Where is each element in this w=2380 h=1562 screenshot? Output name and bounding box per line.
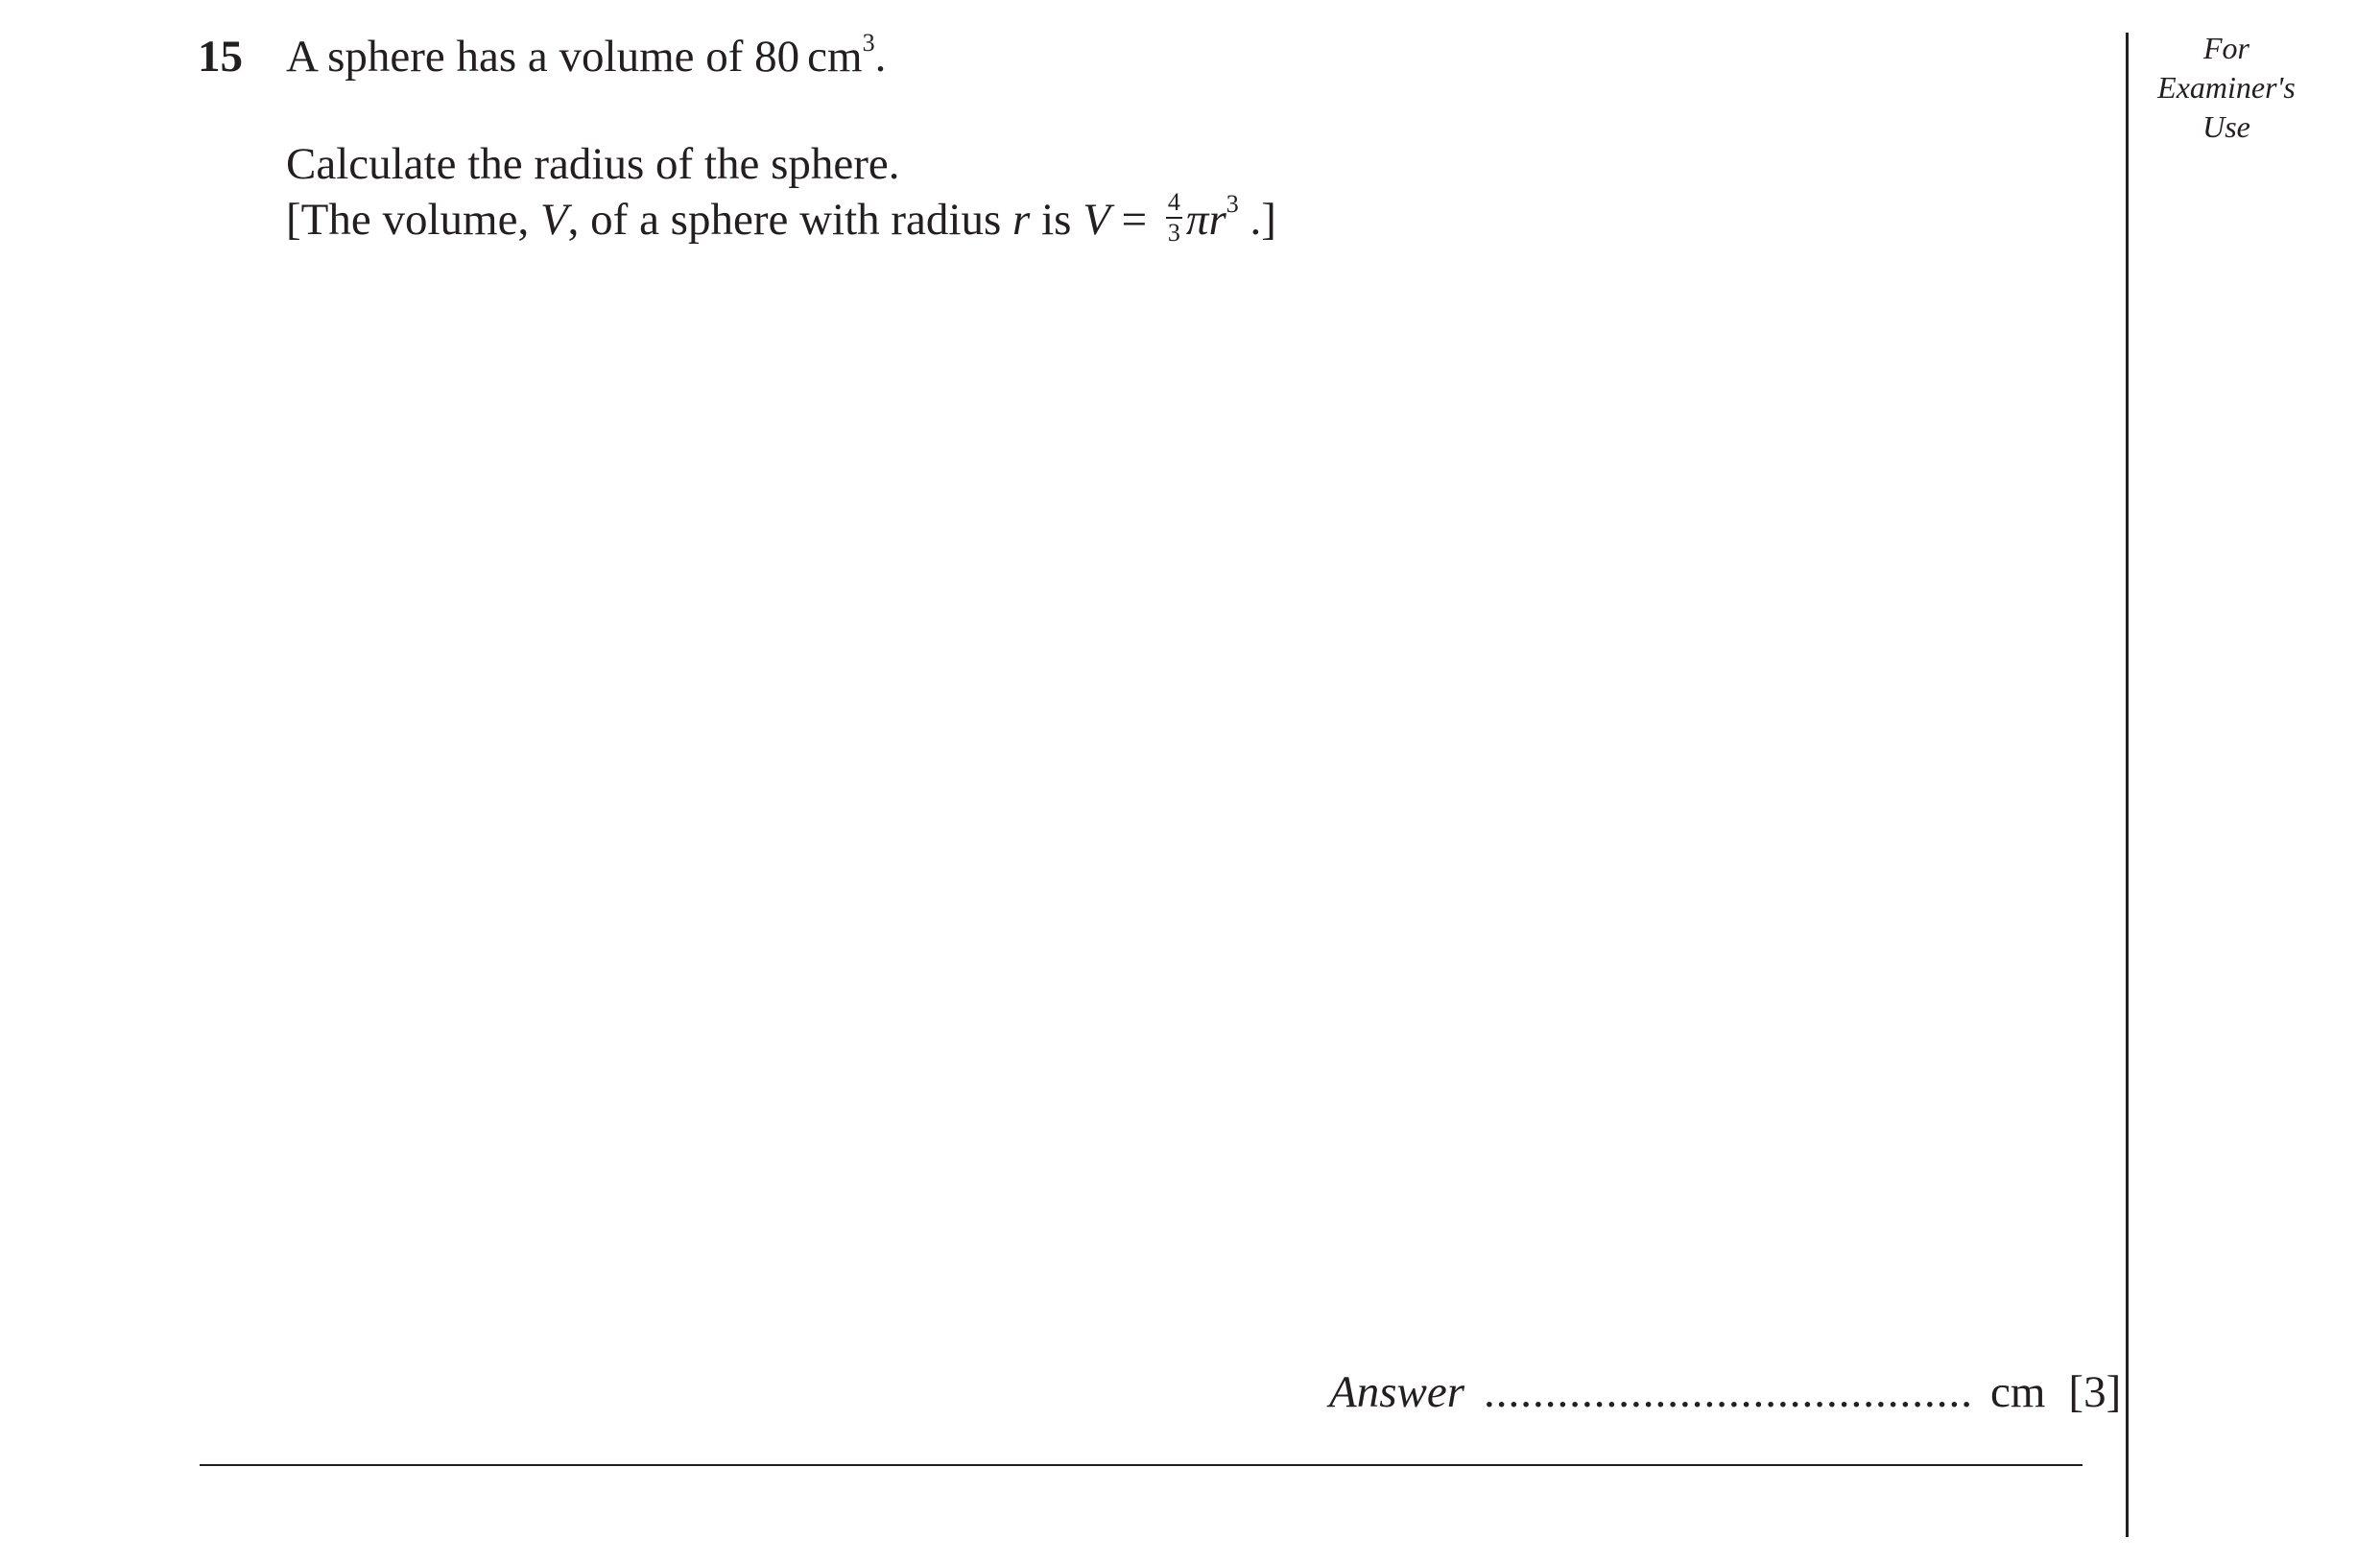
- answer-row: [1329, 1367, 2122, 1417]
- hint-part1: [The volume,: [286, 194, 540, 245]
- formula-equals: =: [1109, 194, 1158, 245]
- formula-hint: [286, 188, 1276, 251]
- question-number: 15: [198, 32, 243, 82]
- question-stem: [286, 29, 887, 82]
- formula-lhs: V: [1083, 194, 1110, 245]
- formula-power: 3: [1226, 190, 1239, 218]
- stem-unit-power: 3: [862, 29, 875, 57]
- hint-part2: , of a sphere with radius: [567, 194, 1013, 245]
- answer-field[interactable]: ........................................: [1484, 1367, 1973, 1417]
- hint-end: .]: [1238, 194, 1276, 245]
- examiner-line-2: Examiner's: [2157, 70, 2296, 105]
- answer-unit: cm: [1990, 1367, 2046, 1417]
- stem-text: A sphere has a volume of 80: [286, 32, 800, 82]
- bottom-divider: [200, 1464, 2082, 1466]
- fraction-denominator: 3: [1167, 219, 1180, 247]
- examiner-use-label: [2121, 29, 2332, 147]
- examiner-line-3: Use: [2202, 109, 2250, 144]
- question-instruction: Calculate the radius of the sphere.: [286, 139, 900, 189]
- stem-end: .: [874, 32, 887, 82]
- examiner-line-1: For: [2203, 31, 2249, 65]
- hint-var-r: r: [1012, 194, 1031, 245]
- stem-unit: cm: [807, 32, 863, 82]
- formula-rhs: πr: [1185, 194, 1226, 245]
- formula-fraction: [1166, 190, 1182, 246]
- hint-var-v: V: [539, 194, 568, 245]
- answer-marks: [3]: [2068, 1367, 2122, 1417]
- hint-part3: is: [1030, 194, 1083, 245]
- fraction-numerator: 4: [1166, 190, 1182, 219]
- answer-label: Answer: [1329, 1367, 1464, 1417]
- examiner-margin-line: [2126, 33, 2129, 1537]
